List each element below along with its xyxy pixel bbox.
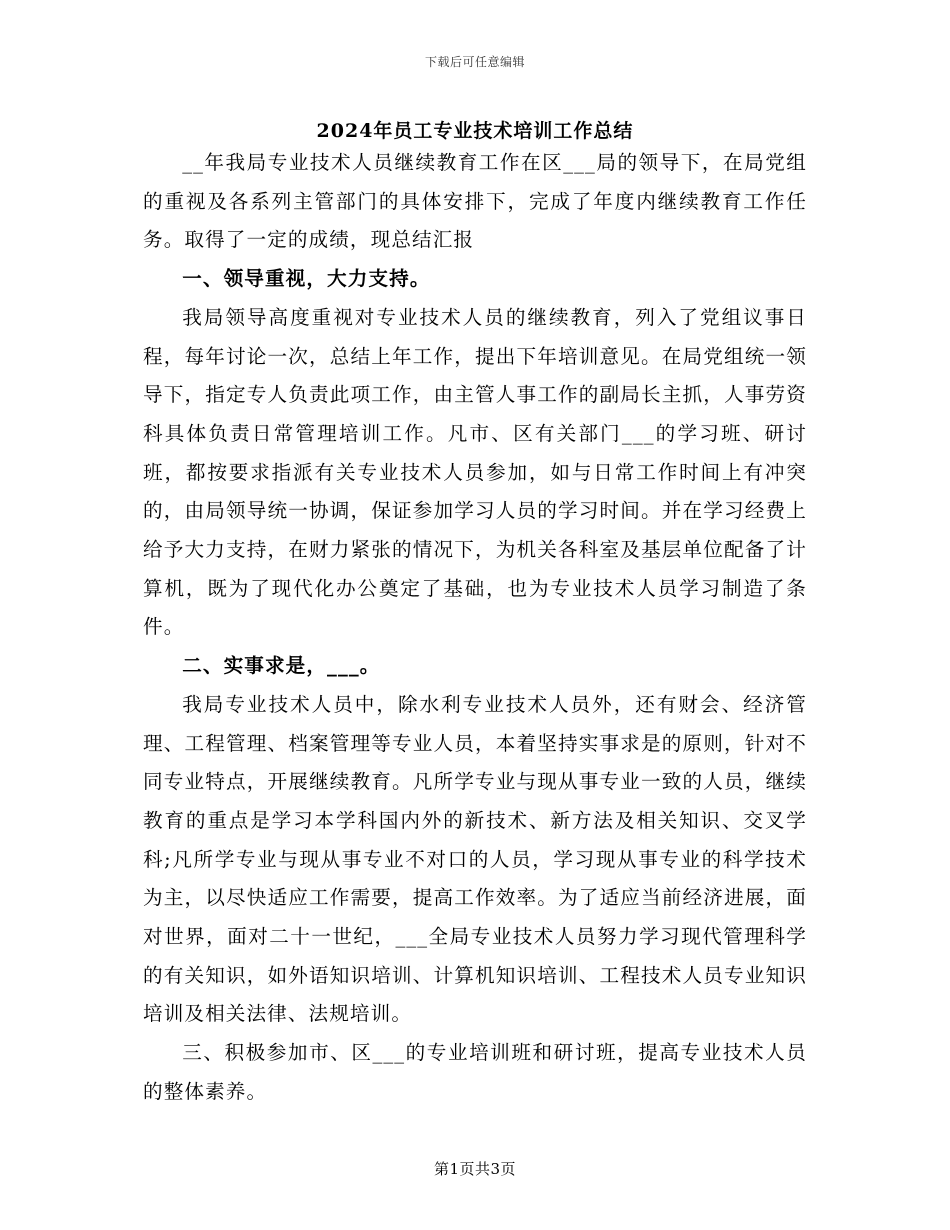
section-1-paragraph: 我局领导高度重视对专业技术人员的继续教育，列入了党组议事日程，每年讨论一次，总结上年工作，提出下年培训意见。在局党组统一领导下，指定专人负责此项工作，由主管人事工作的副局长主抓，人事劳资科具体负责日常管理培训工作。凡市、区有关部门___的学习班、研讨班，都按要求指派有关专业技术人员参加，如与日常工作时间上有冲突的，由局领导统一协调，保证参加学习人员的学习时间。并在学习经费上给予大力支持，在财力紧张的情况下，为机关各科室及基层单位配备了计算机，既为了现代化办公奠定了基础，也为专业技术人员学习制造了条件。 [143,305,807,639]
page-footer: 第1页共3页 [433,1160,517,1178]
section-2-paragraph: 我局专业技术人员中，除水利专业技术人员外，还有财会、经济管理、工程管理、档案管理等专业人员，本着坚持实事求是的原则，针对不同专业特点，开展继续教育。凡所学专业与现从事专业一致的人员，继续教育的重点是学习本学科国内外的新技术、新方法及相关知识、交叉学科;凡所学专业与现从事专业不对口的人员，学习现从事专业的科学技术为主，以尽快适应工作需要，提高工作效率。为了适应当前经济进展，面对世界，面对二十一世纪，___全局专业技术人员努力学习现代管理科学的有关知识，如外语知识培训、计算机知识培训、工程技术人员专业知识培训及相关法律、法规培训。 [143,692,807,1026]
document-title: 2024年员工专业技术培训工作总结 [316,120,634,142]
intro-paragraph: __年我局专业技术人员继续教育工作在区___局的领导下，在局党组的重视及各系列主管部门的具体安排下，完成了年度内继续教育工作任务。取得了一定的成绩，现总结汇报 [143,151,807,252]
section-3-paragraph: 三、积极参加市、区___的专业培训班和研讨班，提高专业技术人员的整体素养。 [143,1041,807,1103]
section-heading-1: 一、领导重视，大力支持。 [182,267,431,291]
header-note: 下载后可任意编辑 [424,55,525,69]
document-body [143,144,807,1112]
section-heading-2: 二、实事求是，___。 [182,654,381,678]
